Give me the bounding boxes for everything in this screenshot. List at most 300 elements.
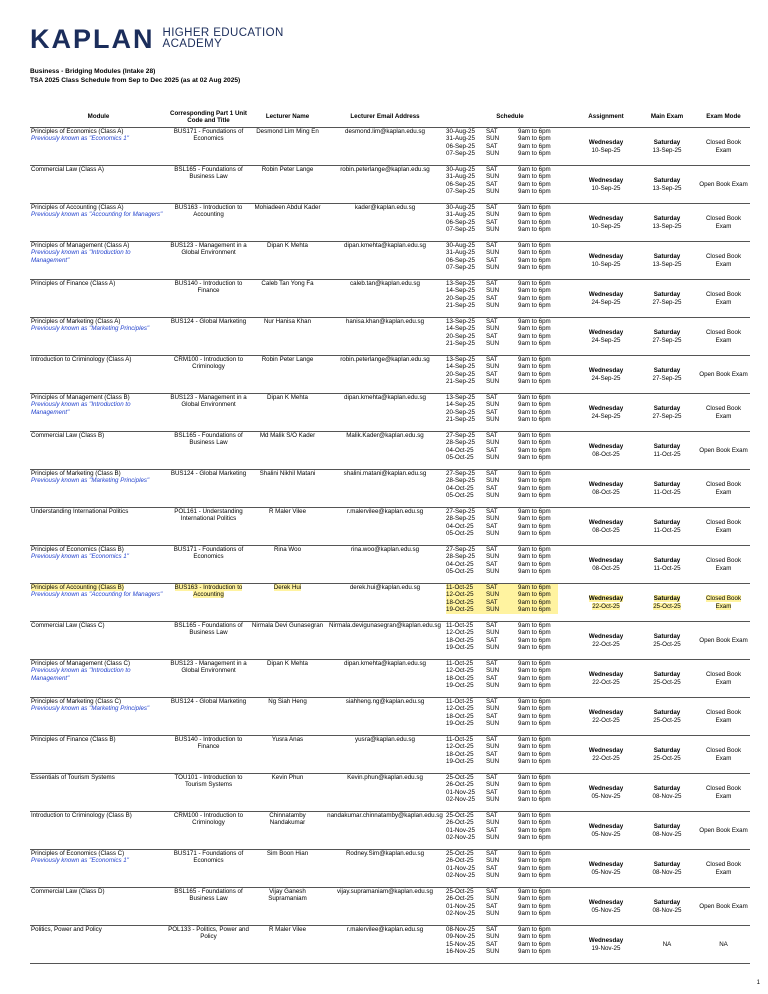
session-day: SAT [486,660,498,667]
lecturer-email[interactable]: siahheng.ng@kaplan.edu.sg [345,698,425,705]
exam-mode-cell [697,166,750,204]
lecturer-email[interactable]: Nirmala.devigunasegran@kaplan.edu.sg [329,622,441,629]
table-row [30,128,750,166]
session-date: 12-Oct-25 [446,591,486,598]
session-date: 11-Oct-25 [446,698,474,705]
schedule-session [446,941,574,948]
session-time: 9am to 6pm [518,256,551,264]
main-exam-cell [637,850,697,888]
schedule-session [446,774,574,781]
module-cell [30,850,167,888]
unit-code-cell [167,584,250,622]
session-date: 21-Sep-25 [446,340,475,348]
lecturer-cell [250,736,325,774]
exam-day: Saturday [653,823,681,831]
exam-day: NA [662,940,672,948]
email-cell [325,356,445,394]
session-time: 9am to 6pm [518,508,551,515]
schedule-session [446,447,574,454]
session-time: 9am to 6pm [518,606,558,613]
assignment-date: 05-Nov-25 [591,906,621,914]
assignment-cell [575,318,637,356]
email-cell [325,280,445,318]
lecturer-cell [250,888,325,926]
schedule-cell [445,394,575,432]
module-cell [30,584,167,622]
exam-date: 11-Oct-25 [653,526,681,534]
schedule-session [446,865,574,872]
logo-wordmark: KAPLAN [30,23,155,54]
session-day: SAT [486,242,498,249]
module-cell [30,394,167,432]
exam-day: Saturday [653,747,681,755]
session-day: SAT [486,546,498,553]
schedule-cell [445,356,575,394]
exam-mode: Closed Book Exam [705,861,742,876]
kaplan-logo [30,24,284,54]
unit-code: BSL165 - Foundations of Business Law [174,432,243,447]
main-exam-cell [637,128,697,166]
session-time: 9am to 6pm [518,660,551,667]
lecturer-email[interactable]: nandakumar.chinnatamby@kaplan.edu.sg [327,812,443,819]
unit-code: BUS140 - Introduction to Finance [174,736,243,751]
lecturer-email[interactable]: robin.peterlange@kaplan.edu.sg [340,166,430,173]
schedule-cell [445,432,575,470]
exam-mode: Closed Book Exam [705,595,742,610]
session-time: 9am to 6pm [518,599,558,606]
session-day: SAT [486,698,498,705]
module-name: Politics, Power and Policy [31,926,102,933]
main-exam-cell [637,204,697,242]
lecturer-email[interactable]: dipan.kmehta@kaplan.edu.sg [344,242,426,249]
session-day: SAT [486,522,498,530]
session-day: SAT [486,256,498,264]
unit-code: BUS140 - Introduction to Finance [174,280,243,295]
session-day: SAT [486,736,498,743]
session-day: SAT [486,180,498,188]
module-cell [30,318,167,356]
schedule-session [446,926,574,933]
exam-date: 08-Nov-25 [652,792,682,800]
session-date: 19-Oct-25 [446,682,474,690]
unit-code-cell [167,812,250,850]
module-name: Introduction to Criminology (Class B) [31,812,132,819]
schedule-session [446,394,574,401]
session-day: SAT [486,636,498,644]
session-time: 9am to 6pm [518,356,551,363]
table-row [30,356,750,394]
lecturer-cell [250,584,325,622]
session-day: SAT [486,332,498,340]
unit-code-cell [167,280,250,318]
schedule-session [446,682,574,689]
session-time: 9am to 6pm [518,560,551,568]
lecturer-email[interactable]: rina.woo@kaplan.edu.sg [350,546,420,553]
session-date: 30-Aug-25 [446,204,475,211]
table-row [30,546,750,584]
schedule-session [446,895,574,902]
session-date: 01-Nov-25 [446,864,475,872]
exam-date: 11-Oct-25 [653,450,681,458]
session-day: SUN [486,325,500,333]
session-day: SUN [486,188,500,196]
session-time: 9am to 6pm [518,864,551,872]
unit-code: BUS124 - Global Marketing [170,318,247,325]
lecturer-cell [250,698,325,736]
assignment-day: Wednesday [588,443,624,451]
exam-day: Saturday [653,481,681,489]
exam-day: Saturday [653,329,681,337]
session-time: 9am to 6pm [518,736,551,743]
session-date: 19-Oct-25 [446,720,474,728]
module-name: Principles of Accounting (Class A) [31,204,124,211]
session-time: 9am to 6pm [518,667,551,675]
session-time: 9am to 6pm [518,446,551,454]
session-date: 19-Oct-25 [446,758,474,766]
assignment-date: 22-Oct-25 [592,716,620,724]
lecturer-email[interactable]: derek.hui@kaplan.edu.sg [349,584,421,591]
session-time: 9am to 6pm [518,796,551,804]
table-row [30,888,750,926]
lecturer-name: Sim Boon Hian [266,850,309,857]
main-exam-cell [637,546,697,584]
session-day: SAT [486,888,498,895]
lecturer-cell [250,850,325,888]
lecturer-name: R Maler Vilee [268,508,307,515]
assignment-day: Wednesday [588,253,624,261]
exam-date: 25-Oct-25 [653,716,681,724]
lecturer-email[interactable]: vijay.supramaniam@kaplan.edu.sg [337,888,433,895]
table-row [30,242,750,280]
lecturer-cell [250,318,325,356]
exam-mode: Closed Book Exam [705,291,742,306]
module-name: Essentials of Tourism Systems [31,774,115,781]
session-time: 9am to 6pm [518,264,551,272]
module-cell [30,888,167,926]
session-day: SAT [486,446,498,454]
session-date: 25-Oct-25 [446,812,474,819]
exam-date: 11-Oct-25 [653,488,681,496]
exam-mode: Closed Book Exam [705,329,742,344]
schedule-session [446,850,574,857]
assignment-cell [575,166,637,204]
unit-code-cell [167,622,250,660]
unit-code: BUS124 - Global Marketing [170,698,247,705]
assignment-day: Wednesday [588,709,624,717]
assignment-cell [575,926,637,964]
session-day: SAT [486,432,498,439]
session-time: 9am to 6pm [518,622,551,629]
lecturer-name: Nur Hanisa Khan [263,318,312,325]
table-row [30,166,750,204]
session-time: 9am to 6pm [518,188,551,196]
schedule-session [446,743,574,750]
schedule-session [446,432,574,439]
email-cell [325,166,445,204]
lecturer-email[interactable]: r.malervilee@kaplan.edu.sg [346,508,424,515]
session-time: 9am to 6pm [518,644,551,652]
session-date: 20-Sep-25 [446,408,475,416]
exam-mode: Closed Book Exam [705,481,742,496]
session-day: SAT [486,218,498,226]
unit-code-cell [167,470,250,508]
session-time: 9am to 6pm [518,530,551,538]
assignment-date: 08-Oct-25 [592,450,620,458]
session-date: 28-Sep-25 [446,553,475,561]
session-time: 9am to 6pm [518,287,551,295]
unit-code: BUS124 - Global Marketing [170,470,247,477]
session-time: 9am to 6pm [518,370,551,378]
schedule-session [446,485,574,492]
schedule-session [446,470,574,477]
session-date: 31-Aug-25 [446,249,475,257]
lecturer-name: Kevin Phun [271,774,304,781]
lecturer-email[interactable]: yusra@kaplan.edu.sg [355,736,415,743]
title-line-1: Business - Bridging Modules (Intake 28) [30,68,156,75]
assignment-cell [575,242,637,280]
session-date: 02-Nov-25 [446,834,475,842]
assignment-cell [575,698,637,736]
exam-day: Saturday [653,443,681,451]
session-day: SUN [486,629,500,637]
exam-mode-cell [697,242,750,280]
schedule-cell [445,774,575,812]
table-row [30,318,750,356]
schedule-session [446,409,574,416]
title-line-2: TSA 2025 Class Schedule from Sep to Dec 2025 (as at 02 Aug 2025) [30,77,241,84]
session-day: SAT [486,774,498,781]
schedule-session [446,211,574,218]
schedule-session [446,796,574,803]
module-name: Principles of Finance (Class A) [31,280,116,287]
session-date: 06-Sep-25 [446,180,475,188]
assignment-cell [575,736,637,774]
session-day: SUN [486,363,500,371]
module-name: Principles of Management (Class A) [31,242,130,249]
exam-mode: NA [719,940,728,948]
session-date: 28-Sep-25 [446,477,475,485]
exam-mode-cell [697,280,750,318]
session-date: 18-Oct-25 [446,750,474,758]
exam-date: 27-Sep-25 [652,374,682,382]
module-name: Principles of Economics (Class C) [31,850,125,857]
table-header-row [30,107,750,128]
schedule-session [446,910,574,917]
schedule-session [446,264,574,271]
schedule-session [446,812,574,819]
lecturer-email[interactable]: robin.peterlange@kaplan.edu.sg [340,356,430,363]
module-name: Commercial Law (Class C) [31,622,105,629]
schedule-session [446,948,574,955]
lecturer-email[interactable]: Kevin.phun@kaplan.edu.sg [347,774,423,781]
session-time: 9am to 6pm [518,408,551,416]
exam-mode: Closed Book Exam [705,671,742,686]
lecturer-email[interactable]: r.malervilee@kaplan.edu.sg [346,926,424,933]
session-date: 15-Nov-25 [446,940,475,948]
session-time: 9am to 6pm [518,439,551,447]
exam-date: 08-Nov-25 [652,830,682,838]
email-cell [325,128,445,166]
session-day: SAT [486,508,498,515]
session-date: 30-Aug-25 [446,242,475,249]
previous-name: Previously known as "Marketing Principles" [31,477,150,485]
email-cell [325,622,445,660]
session-time: 9am to 6pm [518,211,551,219]
unit-code: BUS163 - Introduction to Accounting [174,204,243,219]
exam-date: 27-Sep-25 [652,336,682,344]
unit-code-cell [167,660,250,698]
exam-mode-cell [697,546,750,584]
session-day: SUN [486,568,500,576]
assignment-date: 24-Sep-25 [591,412,621,420]
main-exam-cell [637,508,697,546]
schedule-cell [445,128,575,166]
schedule-session [446,508,574,515]
session-day: SAT [486,294,498,302]
schedule-session [446,416,574,423]
lecturer-email[interactable]: desmond.lim@kaplan.edu.sg [345,128,425,135]
session-time: 9am to 6pm [518,872,551,880]
schedule-cell [445,660,575,698]
previous-name: Previously known as "Marketing Principles" [31,705,150,713]
lecturer-email[interactable]: Rodney.Sim@kaplan.edu.sg [345,850,425,857]
exam-mode-cell [697,698,750,736]
unit-code: TOU101 - Introduction to Tourism Systems [174,774,243,789]
session-time: 9am to 6pm [518,895,551,903]
lecturer-name: Mohiadeen Abdul Kader [254,204,321,211]
lecturer-email[interactable]: caleb.tan@kaplan.edu.sg [350,280,420,287]
exam-day: Saturday [653,291,681,299]
session-date: 27-Sep-25 [446,432,475,439]
assignment-cell [575,204,637,242]
column-header: Module [30,107,167,128]
lecturer-email[interactable]: shalini.matani@kaplan.edu.sg [343,470,427,477]
exam-mode-cell [697,432,750,470]
session-date: 16-Nov-25 [446,948,475,956]
session-day: SAT [486,370,498,378]
module-name: Principles of Marketing (Class B) [31,470,121,477]
session-date: 20-Sep-25 [446,332,475,340]
session-date: 27-Sep-25 [446,546,475,553]
session-day: SAT [486,394,498,401]
column-header: Lecturer Email Address [325,107,445,128]
lecturer-name: Caleb Tan Yong Fa [261,280,314,287]
session-day: SAT [486,826,498,834]
schedule-session [446,295,574,302]
assignment-day: Wednesday [588,177,624,185]
table-row [30,736,750,774]
session-time: 9am to 6pm [518,750,551,758]
assignment-day: Wednesday [588,785,624,793]
exam-mode: Open Book Exam [699,446,748,454]
module-cell [30,660,167,698]
lecturer-name: Rina Woo [273,546,302,553]
session-time: 9am to 6pm [518,720,551,728]
session-date: 28-Sep-25 [446,515,475,523]
session-date: 06-Sep-25 [446,256,475,264]
schedule-session [446,933,574,940]
main-exam-cell [637,356,697,394]
lecturer-email[interactable]: Malik.Kader@kaplan.edu.sg [346,432,424,439]
schedule-session [446,477,574,484]
exam-day: Saturday [653,785,681,793]
session-day: SUN [486,796,500,804]
session-date: 26-Oct-25 [446,819,474,827]
session-time: 9am to 6pm [518,788,551,796]
lecturer-email[interactable]: hanisa.khan@kaplan.edu.sg [345,318,425,325]
session-time: 9am to 6pm [518,857,551,865]
exam-date: 11-Oct-25 [653,564,681,572]
lecturer-name: Robin Peter Lange [261,166,314,173]
exam-mode: Closed Book Exam [705,139,742,154]
exam-date: 27-Sep-25 [652,298,682,306]
schedule-session [446,736,574,743]
session-day: SAT [486,599,518,606]
session-date: 04-Oct-25 [446,560,474,568]
exam-date: 25-Oct-25 [653,678,681,686]
module-cell [30,432,167,470]
lecturer-email[interactable]: dipan.kmehta@kaplan.edu.sg [344,394,426,401]
lecturer-email[interactable]: kader@kaplan.edu.sg [354,204,416,211]
unit-code: POL161 - Understanding International Politics [174,508,243,523]
table-row [30,584,750,622]
unit-code: CRM100 - Introduction to Criminology [173,356,244,371]
lecturer-email[interactable]: dipan.kmehta@kaplan.edu.sg [344,660,426,667]
session-date: 13-Sep-25 [446,280,475,287]
assignment-cell [575,546,637,584]
session-day: SUN [486,743,500,751]
session-date: 25-Oct-25 [446,888,474,895]
table-row [30,660,750,698]
session-time: 9am to 6pm [518,705,551,713]
schedule-session [446,667,574,674]
assignment-date: 08-Oct-25 [592,488,620,496]
module-name: Principles of Marketing (Class A) [31,318,121,325]
assignment-day: Wednesday [588,291,624,299]
assignment-date: 24-Sep-25 [591,336,621,344]
exam-mode-cell [697,660,750,698]
assignment-date: 22-Oct-25 [592,640,620,648]
lecturer-cell [250,470,325,508]
logo-sub-line-2: ACADEMY [162,38,223,50]
assignment-date: 05-Nov-25 [591,792,621,800]
exam-day: Saturday [653,671,681,679]
session-time: 9am to 6pm [518,432,551,439]
session-day: SAT [486,584,518,591]
session-time: 9am to 6pm [518,674,551,682]
assignment-cell [575,128,637,166]
module-cell [30,812,167,850]
schedule-session [446,333,574,340]
email-cell [325,318,445,356]
module-cell [30,204,167,242]
session-date: 01-Nov-25 [446,826,475,834]
logo-subtitle [163,28,284,50]
session-day: SUN [486,416,500,424]
main-exam-cell [637,280,697,318]
exam-mode-cell [697,470,750,508]
session-date: 25-Oct-25 [446,850,474,857]
session-date: 31-Aug-25 [446,173,475,181]
lecturer-name: Md Malik S/O Kader [259,432,316,439]
session-day: SUN [486,720,500,728]
module-cell [30,470,167,508]
schedule-session [446,872,574,879]
session-day: SUN [486,264,500,272]
session-date: 13-Sep-25 [446,318,475,325]
session-time: 9am to 6pm [518,325,551,333]
session-date: 07-Sep-25 [446,188,475,196]
